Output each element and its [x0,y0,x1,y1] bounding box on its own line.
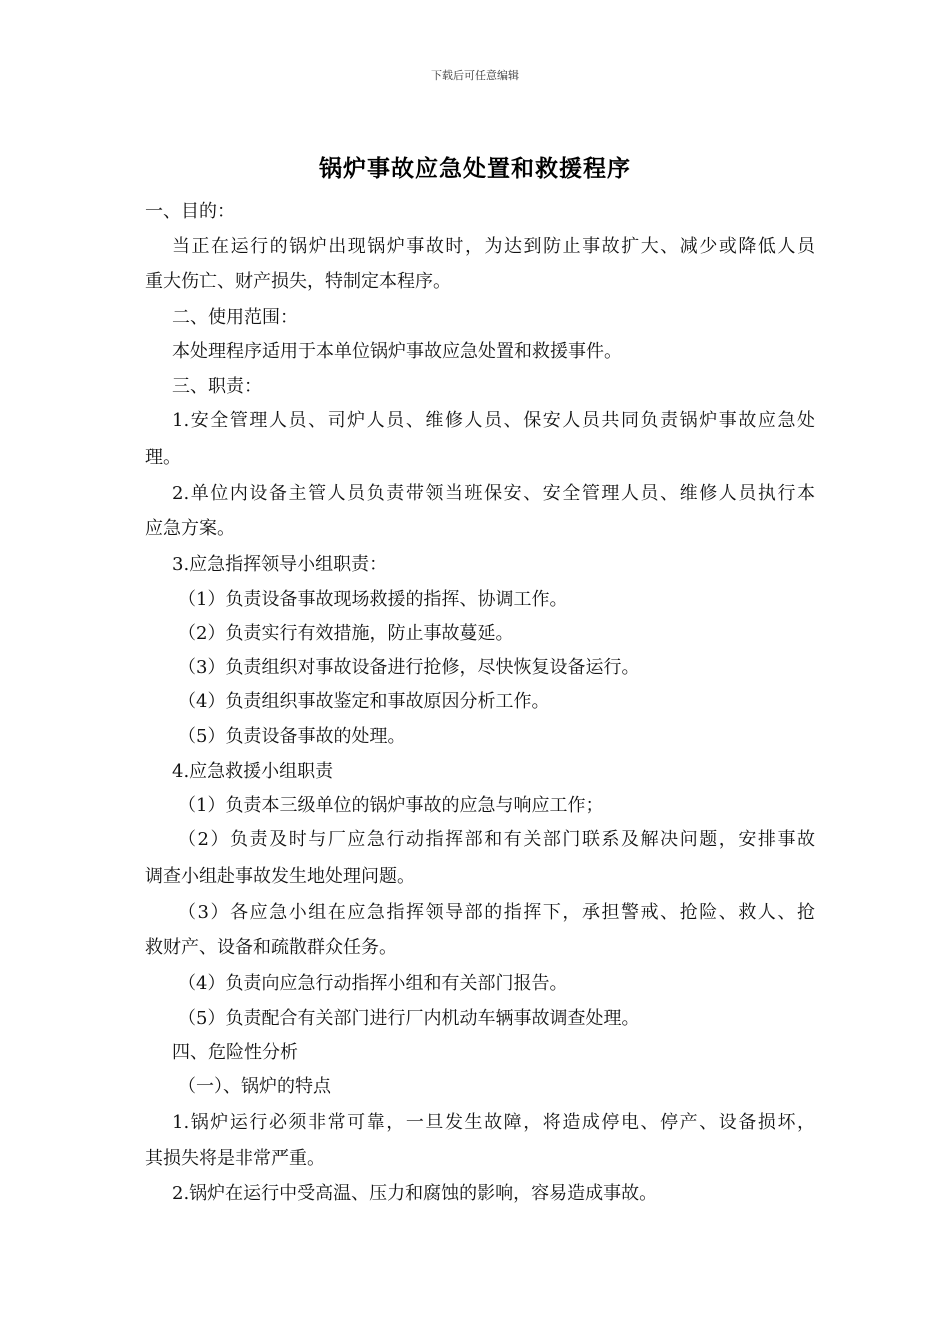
section-heading-scope: 二、使用范围： [172,307,298,328]
paragraph-line: 1.锅炉运行必须非常可靠，一旦发生故障，将造成停电、停产、设备损坏， [172,1112,815,1133]
header-note: 下载后可任意编辑 [431,69,519,82]
paragraph-line: 3.应急指挥领导小组职责： [172,554,388,575]
paragraph-line: 当正在运行的锅炉出现锅炉事故时，为达到防止事故扩大、减少或降低人员 [172,236,815,257]
list-item: （4）负责向应急行动指挥小组和有关部门报告。 [178,973,568,994]
paragraph-line: 调查小组赴事故发生地处理问题。 [145,866,415,887]
paragraph-line: 2.单位内设备主管人员负责带领当班保安、安全管理人员、维修人员执行本 [172,483,815,504]
list-item: （1）负责设备事故现场救援的指挥、协调工作。 [178,589,568,610]
paragraph-line: 应急方案。 [145,518,235,539]
paragraph-line: 重大伤亡、财产损失，特制定本程序。 [145,271,451,292]
list-item: （5）负责设备事故的处理。 [178,726,406,747]
list-item: （2）负责及时与厂应急行动指挥部和有关部门联系及解决问题，安排事故 [178,829,815,850]
subsection-heading: （一）、锅炉的特点 [178,1076,331,1097]
document-title: 锅炉事故应急处置和救援程序 [319,155,631,182]
section-heading-hazard: 四、危险性分析 [172,1042,298,1063]
list-item: （5）负责配合有关部门进行厂内机动车辆事故调查处理。 [178,1008,640,1029]
section-heading-purpose: 一、目的： [145,201,235,222]
paragraph-line: 1.安全管理人员、司炉人员、维修人员、保安人员共同负责锅炉事故应急处 [172,410,815,431]
list-item: （1）负责本三级单位的锅炉事故的应急与响应工作； [178,795,604,816]
section-heading-duties: 三、职责： [172,376,262,397]
list-item: （2）负责实行有效措施，防止事故蔓延。 [178,623,514,644]
list-item: （4）负责组织事故鉴定和事故原因分析工作。 [178,691,550,712]
paragraph-line: 2.锅炉在运行中受高温、压力和腐蚀的影响，容易造成事故。 [172,1183,658,1204]
paragraph-line: 理。 [145,447,181,468]
paragraph-line: 救财产、设备和疏散群众任务。 [145,937,397,958]
list-item: （3）负责组织对事故设备进行抢修，尽快恢复设备运行。 [178,657,640,678]
paragraph-line: 本处理程序适用于本单位锅炉事故应急处置和救援事件。 [172,341,622,362]
list-item: （3）各应急小组在应急指挥领导部的指挥下，承担警戒、抢险、救人、抢 [178,902,815,923]
paragraph-line: 其损失将是非常严重。 [145,1148,325,1169]
paragraph-line: 4.应急救援小组职责 [172,761,334,782]
